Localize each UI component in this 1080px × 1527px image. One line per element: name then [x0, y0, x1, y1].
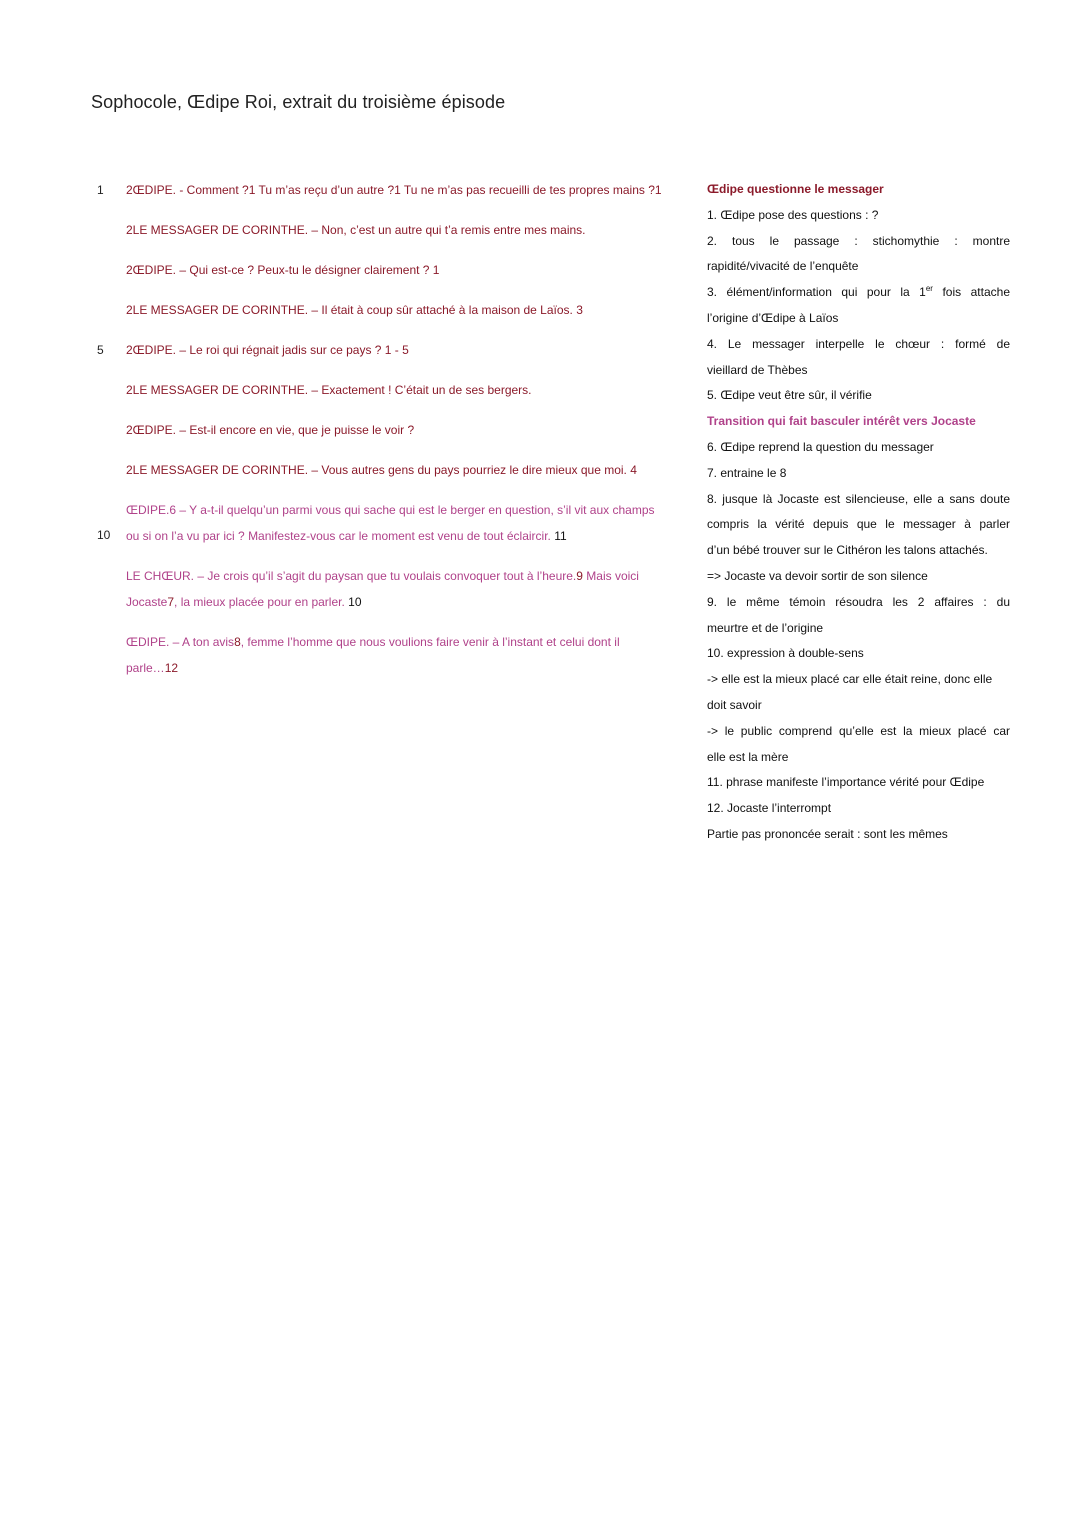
speaker: 2ŒDIPE.: [126, 423, 177, 437]
line-number-5: 5: [97, 343, 104, 357]
speaker: 2ŒDIPE.: [126, 263, 177, 277]
note-ref: 10: [344, 595, 362, 609]
note: 2. tous le passage : stichomythie : montre: [707, 233, 1010, 248]
note: 11. phrase manifeste l’importance vérité pour Œdipe: [707, 775, 985, 790]
dialogue-line-7: [126, 417, 701, 443]
note: elle est la mère: [707, 749, 789, 764]
line-number-10: 10: [97, 528, 111, 542]
note: vieillard de Thèbes: [707, 362, 808, 377]
note: l’origine d’Œdipe à Laïos: [707, 310, 839, 325]
note: => Jocaste va devoir sortir de son silence: [707, 568, 928, 583]
note: rapidité/vivacité de l’enquête: [707, 259, 859, 274]
note-ref: 12: [164, 661, 179, 675]
speaker: ŒDIPE.: [126, 635, 170, 649]
speaker: 2ŒDIPE.: [126, 183, 177, 197]
speech: – Je crois qu’il s’agit du paysan que tu voulais convoquer tout à l’heure.: [194, 569, 577, 583]
speech: , la mieux placée pour en parler.: [174, 595, 345, 609]
note: [707, 280, 1010, 306]
notes-heading-2: Transition qui fait basculer intérêt vers Jocaste: [707, 414, 976, 429]
speech: – Le roi qui régnait jadis sur ce pays ? 1 - 5: [176, 343, 409, 357]
note-ref: 9: [576, 569, 583, 583]
note: 7. entraine le 8: [707, 465, 787, 480]
note: 1. Œdipe pose des questions : ?: [707, 207, 879, 222]
note: -> le public comprend qu’elle est la mieux placé car: [707, 723, 1010, 738]
dialogue-line-6: [126, 377, 701, 403]
note: d’un bébé trouver sur le Cithéron les talons attachés.: [707, 543, 988, 558]
speech: - Comment ?1 Tu m’as reçu d’un autre ?1 Tu ne m’as pas recueilli de tes propres mains ?1: [176, 183, 662, 197]
dialogue-line-5: [126, 337, 701, 363]
dialogue-line-1: [126, 177, 701, 203]
speech: Jocaste: [126, 595, 168, 609]
dialogue-line-8: [126, 457, 701, 483]
speech: – Non, c’est un autre qui t’a remis entre mes mains.: [308, 223, 586, 237]
speech: – Vous autres gens du pays pourriez le dire mieux que moi. 4: [308, 463, 637, 477]
speaker: 2LE MESSAGER DE CORINTHE.: [126, 383, 309, 397]
speech: – Y a-t-il quelqu’un parmi vous qui sache qui est le berger en question, s’il vit aux champs: [176, 503, 655, 517]
line-number-1: 1: [97, 183, 104, 197]
note: 6. Œdipe reprend la question du messager: [707, 439, 934, 454]
speech: Mais voici: [582, 569, 639, 583]
speech: , femme l’homme que nous voulions faire venir à l’instant et celui dont il: [240, 635, 620, 649]
note: 5. Œdipe veut être sûr, il vérifie: [707, 388, 872, 403]
dialogue-line-11: [126, 629, 701, 681]
speaker: 2LE MESSAGER DE CORINTHE.: [126, 223, 309, 237]
note: meurtre et de l’origine: [707, 620, 824, 635]
speaker: LE CHŒUR.: [126, 569, 195, 583]
dialogue-line-2: [126, 217, 701, 243]
speech: – Exactement ! C’était un de ses bergers.: [308, 383, 532, 397]
note: doit savoir: [707, 697, 762, 712]
speech: – Qui est-ce ? Peux-tu le désigner clairement ? 1: [176, 263, 440, 277]
note: compris la vérité depuis que le messager à parler: [707, 517, 1010, 532]
speech: – A ton avis: [169, 635, 235, 649]
note: Partie pas prononcée serait : sont les mêmes: [707, 826, 948, 841]
note: 4. Le messager interpelle le chœur : formé de: [707, 336, 1010, 351]
note: 8. jusque là Jocaste est silencieuse, elle a sans doute: [707, 491, 1010, 506]
speaker: ŒDIPE.6: [126, 503, 177, 517]
annotations-column: [707, 177, 1010, 848]
note-ref: 7: [167, 595, 175, 609]
speech: – Est-il encore en vie, que je puisse le voir ?: [176, 423, 415, 437]
speaker: 2LE MESSAGER DE CORINTHE.: [126, 463, 309, 477]
speech: ou si on l’a vu par ici ? Manifestez-vous car le moment est venu de tout éclaircir.: [126, 529, 551, 543]
note: 12. Jocaste l’interrompt: [707, 801, 832, 816]
speaker: 2ŒDIPE.: [126, 343, 177, 357]
page-title: Sophocole, Œdipe Roi, extrait du troisième épisode: [91, 92, 506, 112]
note: 10. expression à double-sens: [707, 646, 864, 661]
note-ref: 8: [234, 635, 241, 649]
dialogue-line-10: [126, 563, 701, 615]
dialogue-line-3: [126, 257, 701, 283]
speaker: 2LE MESSAGER DE CORINTHE.: [126, 303, 309, 317]
superscript: er: [925, 284, 933, 294]
note: 9. le même témoin résoudra les 2 affaires : du: [707, 594, 1010, 609]
dialogue-line-4: [126, 297, 701, 323]
note-text: fois attache: [932, 285, 1010, 300]
note-text: 3. élément/information qui pour la 1: [707, 285, 926, 300]
notes-heading-1: Œdipe questionne le messager: [707, 182, 884, 196]
note-ref: 11: [550, 529, 567, 543]
note: -> elle est la mieux placé car elle était reine, donc elle: [707, 672, 993, 687]
speech: – Il était à coup sûr attaché à la maison de Laïos. 3: [308, 303, 583, 317]
speech: parle…: [126, 661, 165, 675]
dialogue-line-9: [126, 497, 701, 549]
